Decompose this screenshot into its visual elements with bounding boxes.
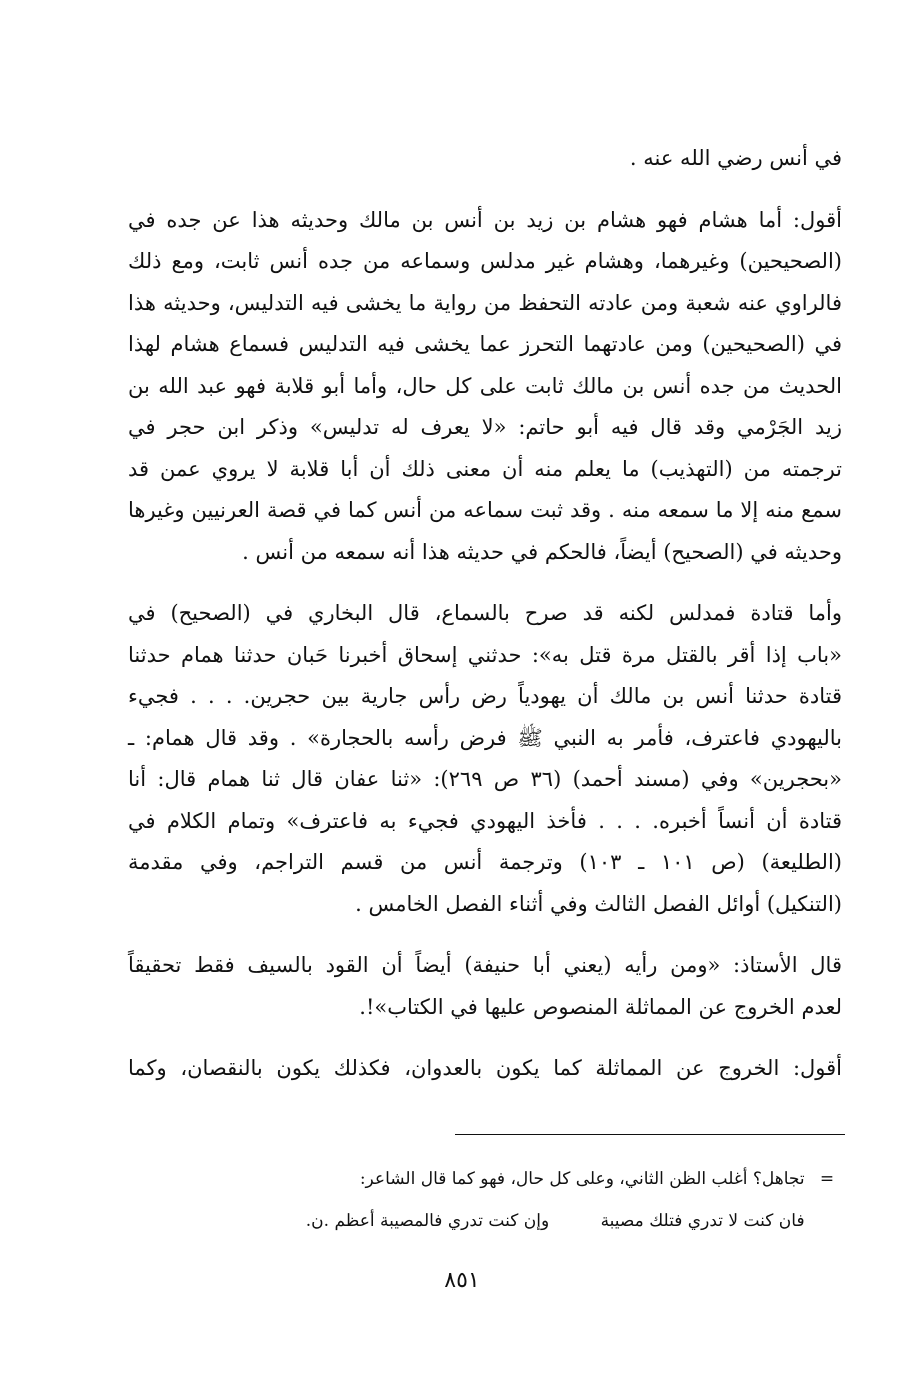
main-text: [128, 138, 842, 1090]
paragraph-qatada: [128, 593, 842, 925]
text-line: أقول: الخروج عن المماثلة كما يكون بالعدوان، فكذلك يكون بالنقصان، وكما: [128, 1056, 842, 1080]
page-number: ٨٥١: [444, 1268, 480, 1293]
text-line: في أنس رضي الله عنه .: [629, 146, 842, 170]
text-line: سمع منه إلا ما سمعه منه . وقد ثبت سماعه من أنس كما في قصة العرنيين وغيرها: [128, 498, 842, 522]
paragraph-hisham: [128, 200, 842, 574]
text-line: ترجمته من (التهذيب) ما يعلم منه أن معنى ذلك أن أبا قلابة لا يروي عمن قد: [128, 456, 842, 481]
text-line: (الطليعة) (ص ١٠١ ـ ١٠٣) وترجمة أنس من قسم التراجم، وفي مقدمة: [128, 850, 842, 874]
paragraph-intro: [128, 138, 842, 180]
text-line: في (الصحيحين) ومن عادتهما التحرز عما يخشى فيه التدليس فسماع هشام لهذا: [128, 332, 842, 356]
text-line: قال الأستاذ: «ومن رأيه (يعني أبا حنيفة) أيضاً أن القود بالسيف فقط تحقيقاً: [128, 953, 842, 977]
footnote-line: [140, 1158, 844, 1200]
text-line: أقول: أما هشام فهو هشام بن زيد بن أنس بن مالك وحديثه هذا عن جده في: [128, 207, 842, 232]
text-line: «بحجرين» وفي (مسند أحمد) (٣٦ ص ٢٦٩): «ثنا عفان قال ثنا همام قال: أنا: [128, 767, 842, 791]
text-line: وأما قتادة فمدلس لكنه قد صرح بالسماع، قال البخاري في (الصحيح) في: [128, 601, 842, 625]
text-line: قتادة حدثنا أنس بن مالك أن يهودياً رض رأس جارية بين حجرين. . . . فجيء: [128, 684, 842, 708]
footnote-separator: [455, 1134, 845, 1135]
text-line: «باب إذا أقر بالقتل مرة قتل به»: حدثني إسحاق أخبرنا حَبان حدثنا همام حدثنا: [128, 642, 842, 667]
paragraph-reply: [128, 1048, 842, 1090]
text-line: قتادة أن أنساً أخبره. . . . فأخذ اليهودي فجيء به فاعترف» وتمام الكلام في: [128, 808, 842, 833]
footnotes: [140, 1158, 844, 1242]
text-line: زيد الجَرْمي وقد قال فيه أبو حاتم: «لا يعرف له تدليس» وذكر ابن حجر في: [128, 415, 842, 439]
paragraph-ustadh-quote: [128, 945, 842, 1028]
verse-second-hemistich: وإن كنت تدري فالمصيبة أعظم .ن.: [305, 1211, 550, 1231]
text-line: الحديث من جده أنس بن مالك ثابت على كل حال، وأما أبو قلابة فهو عبد الله بن: [128, 373, 842, 398]
text-line: (الصحيحين) وغيرهما، وهشام غير مدلس وسماعه من جده أنس ثابت، ومع ذلك: [128, 249, 842, 273]
text-line: باليهودي فاعترف، فأمر به النبي ﷺ فرض رأسه بالحجارة» . وقد قال همام: ـ: [128, 725, 842, 750]
footnote-text: تجاهل؟ أغلب الظن الثاني، وعلى كل حال، فهو كما قال الشاعر:: [359, 1169, 805, 1189]
verse-first-hemistich: فان كنت لا تدري فتلك مصيبة: [600, 1211, 805, 1231]
footnote-continuation-marker: =: [819, 1169, 835, 1189]
text-line: فالراوي عنه شعبة ومن عادته التحفظ من رواية ما يخشى فيه التدليس، وحديثه هذا: [128, 290, 842, 315]
text-line: (التنكيل) أوائل الفصل الثالث وفي أثناء الفصل الخامس .: [355, 891, 842, 916]
footnote-verse: [140, 1200, 844, 1242]
text-line: وحديثه في (الصحيح) أيضاً، فالحكم في حديثه هذا أنه سمعه من أنس .: [242, 539, 842, 564]
text-line: لعدم الخروج عن المماثلة المنصوص عليها في الكتاب»!.: [359, 994, 842, 1019]
